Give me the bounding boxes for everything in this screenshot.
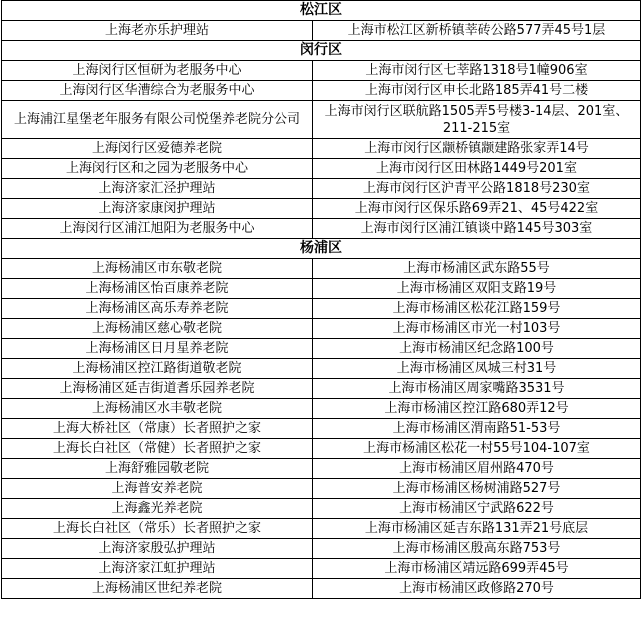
spreadsheet xyxy=(1,0,640,599)
address-cell[interactable]: 上海市杨浦区宁武路622号 xyxy=(313,499,641,519)
facility-name-cell[interactable]: 上海济家江虹护理站 xyxy=(2,559,313,579)
address-cell[interactable]: 上海市闵行区联航路1505弄5号楼3-14层、201室、211-215室 xyxy=(313,101,641,139)
facility-name-cell[interactable]: 上海长白社区（常乐）长者照护之家 xyxy=(2,519,313,539)
table-row xyxy=(2,279,641,299)
address-cell[interactable]: 上海市杨浦区武东路55号 xyxy=(313,259,641,279)
table-row xyxy=(2,539,641,559)
table-row xyxy=(2,21,641,41)
table-row xyxy=(2,439,641,459)
address-cell[interactable]: 上海市杨浦区渭南路51-53号 xyxy=(313,419,641,439)
table-row xyxy=(2,339,641,359)
address-cell[interactable]: 上海市闵行区田林路1449号201室 xyxy=(313,159,641,179)
facility-name-cell[interactable]: 上海闵行区浦江旭阳为老服务中心 xyxy=(2,219,313,239)
table-row xyxy=(2,479,641,499)
table-row xyxy=(2,259,641,279)
facility-name-cell[interactable]: 上海杨浦区控江路街道敬老院 xyxy=(2,359,313,379)
facility-name-cell[interactable]: 上海闵行区恒研为老服务中心 xyxy=(2,61,313,81)
facility-name-cell[interactable]: 上海鑫光养老院 xyxy=(2,499,313,519)
table-row xyxy=(2,379,641,399)
facility-name-cell[interactable]: 上海闵行区和之园为老服务中心 xyxy=(2,159,313,179)
address-cell[interactable]: 上海市杨浦区松花江路159号 xyxy=(313,299,641,319)
table-row xyxy=(2,459,641,479)
address-cell[interactable]: 上海市杨浦区松花一村55号104-107室 xyxy=(313,439,641,459)
address-cell[interactable]: 上海市杨浦区眉州路470号 xyxy=(313,459,641,479)
address-cell[interactable]: 上海市杨浦区殷高东路753号 xyxy=(313,539,641,559)
table-row xyxy=(2,419,641,439)
facility-name-cell[interactable]: 上海济家殷弘护理站 xyxy=(2,539,313,559)
facility-table xyxy=(1,0,641,599)
facility-name-cell[interactable]: 上海普安养老院 xyxy=(2,479,313,499)
table-row xyxy=(2,139,641,159)
section-title[interactable]: 杨浦区 xyxy=(2,239,641,259)
section-title[interactable]: 闵行区 xyxy=(2,41,641,61)
facility-name-cell[interactable]: 上海大桥社区（常康）长者照护之家 xyxy=(2,419,313,439)
facility-name-cell[interactable]: 上海闵行区华漕综合为老服务中心 xyxy=(2,81,313,101)
address-cell[interactable]: 上海市杨浦区延吉东路131弄21号底层 xyxy=(313,519,641,539)
address-cell[interactable]: 上海市闵行区七莘路1318号1幢906室 xyxy=(313,61,641,81)
facility-name-cell[interactable]: 上海杨浦区日月星养老院 xyxy=(2,339,313,359)
facility-name-cell[interactable]: 上海闵行区爱德养老院 xyxy=(2,139,313,159)
address-cell[interactable]: 上海市杨浦区纪念路100号 xyxy=(313,339,641,359)
address-cell[interactable]: 上海市杨浦区周家嘴路3531号 xyxy=(313,379,641,399)
facility-name-cell[interactable]: 上海杨浦区世纪养老院 xyxy=(2,579,313,599)
address-cell[interactable]: 上海市闵行区浦江镇谈中路145号303室 xyxy=(313,219,641,239)
table-row xyxy=(2,199,641,219)
section-header-row xyxy=(2,1,641,21)
table-row xyxy=(2,299,641,319)
address-cell[interactable]: 上海市杨浦区杨树浦路527号 xyxy=(313,479,641,499)
section-title[interactable]: 松江区 xyxy=(2,1,641,21)
address-cell[interactable]: 上海市松江区新桥镇莘砖公路577弄45号1层 xyxy=(313,21,641,41)
section-header-row xyxy=(2,41,641,61)
facility-name-cell[interactable]: 上海舒雅园敬老院 xyxy=(2,459,313,479)
facility-name-cell[interactable]: 上海老亦乐护理站 xyxy=(2,21,313,41)
address-cell[interactable]: 上海市杨浦区市光一村103号 xyxy=(313,319,641,339)
facility-name-cell[interactable]: 上海杨浦区怡百康养老院 xyxy=(2,279,313,299)
address-cell[interactable]: 上海市闵行区保乐路69弄21、45号422室 xyxy=(313,199,641,219)
table-row xyxy=(2,359,641,379)
facility-name-cell[interactable]: 上海长白社区（常健）长者照护之家 xyxy=(2,439,313,459)
address-cell[interactable]: 上海市闵行区申长北路185弄41号二楼 xyxy=(313,81,641,101)
table-row xyxy=(2,81,641,101)
address-cell[interactable]: 上海市杨浦区双阳支路19号 xyxy=(313,279,641,299)
table-row xyxy=(2,559,641,579)
facility-name-cell[interactable]: 上海杨浦区水丰敬老院 xyxy=(2,399,313,419)
section-header-row xyxy=(2,239,641,259)
table-row xyxy=(2,579,641,599)
facility-name-cell[interactable]: 上海济家康闵护理站 xyxy=(2,199,313,219)
facility-name-cell[interactable]: 上海杨浦区延吉街道耆乐园养老院 xyxy=(2,379,313,399)
facility-name-cell[interactable]: 上海浦江星堡老年服务有限公司悦堡养老院分公司 xyxy=(2,101,313,139)
address-cell[interactable]: 上海市闵行区颛桥镇颛建路张家弄14号 xyxy=(313,139,641,159)
table-row xyxy=(2,499,641,519)
table-row xyxy=(2,219,641,239)
table-row xyxy=(2,319,641,339)
table-row xyxy=(2,399,641,419)
facility-name-cell[interactable]: 上海济家汇泾护理站 xyxy=(2,179,313,199)
table-row xyxy=(2,61,641,81)
address-cell[interactable]: 上海市杨浦区凤城三村31号 xyxy=(313,359,641,379)
table-row xyxy=(2,519,641,539)
table-row xyxy=(2,179,641,199)
table-row xyxy=(2,159,641,179)
facility-name-cell[interactable]: 上海杨浦区慈心敬老院 xyxy=(2,319,313,339)
address-cell[interactable]: 上海市杨浦区靖远路699弄45号 xyxy=(313,559,641,579)
table-row xyxy=(2,101,641,139)
address-cell[interactable]: 上海市杨浦区政修路270号 xyxy=(313,579,641,599)
facility-name-cell[interactable]: 上海杨浦区高乐寿养老院 xyxy=(2,299,313,319)
address-cell[interactable]: 上海市杨浦区控江路680弄12号 xyxy=(313,399,641,419)
facility-name-cell[interactable]: 上海杨浦区市东敬老院 xyxy=(2,259,313,279)
address-cell[interactable]: 上海市闵行区沪青平公路1818号230室 xyxy=(313,179,641,199)
